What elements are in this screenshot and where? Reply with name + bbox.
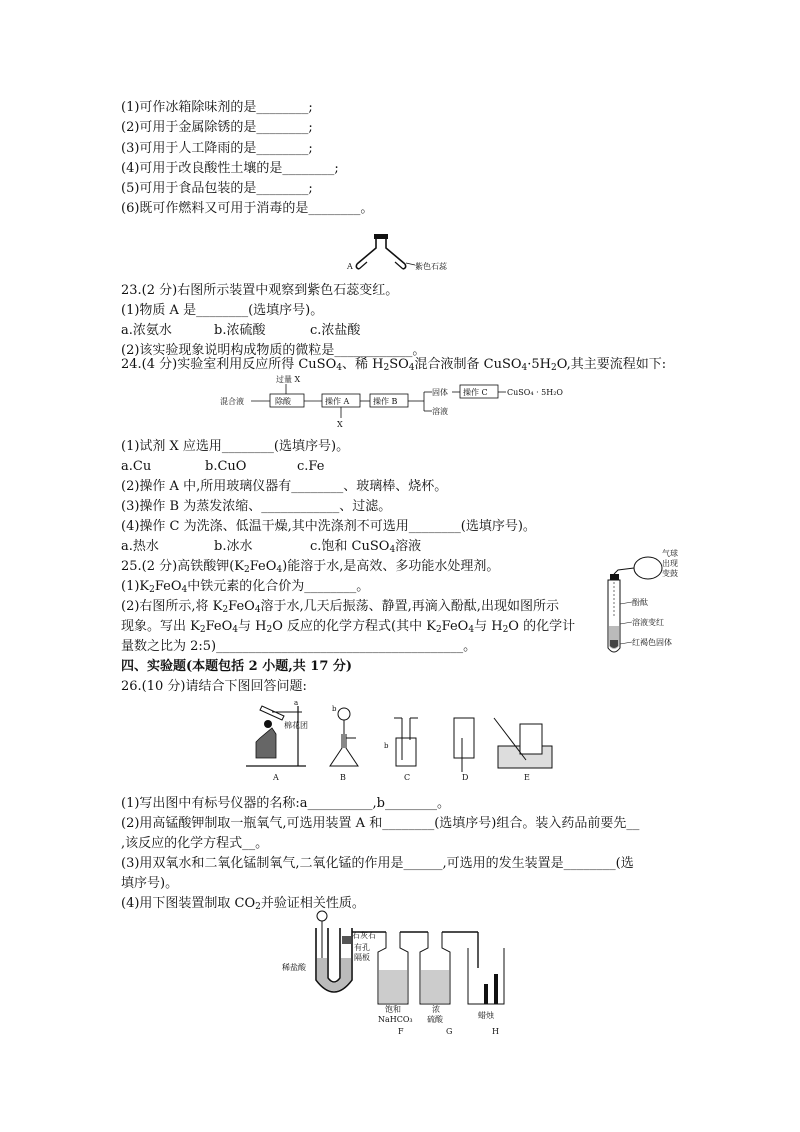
q23-option-c: c.浓盐酸 — [310, 323, 361, 338]
q24-part-4: (4)操作 C 为洗涤、低温干燥,其中洗涤剂不可选用________(选填序号)。 — [121, 519, 536, 534]
q23-option-a: a.浓氨水 — [121, 323, 172, 338]
q24-opt1-b: b.CuO — [205, 459, 247, 474]
q22-line-4: (4)可用于改良酸性土壤的是________; — [121, 161, 339, 176]
co2-fig-nahco3: NaHCO₃ — [378, 1015, 413, 1024]
q23-fig-label-litmus: 紫色石蕊 — [415, 262, 447, 271]
q23-part-1: (1)物质 A 是________(选填序号)。 — [121, 303, 324, 318]
q26-part-2-line-1: (2)用高锰酸钾制取一瓶氧气,可选用装置 A 和________(选填序号)组合。装入药品前要先__ — [121, 816, 640, 831]
q23-stem: 23.(2 分)右图所示装置中观察到紫色石蕊变红。 — [121, 283, 399, 298]
q24-part-3: (3)操作 B 为蒸发浓缩、____________、过滤。 — [121, 499, 392, 514]
q26-part-2-line-2: ,该反应的化学方程式__。 — [121, 836, 269, 851]
flow-solid: 固体 — [432, 388, 448, 397]
q24-opt4-c: c.饱和 CuSO$_4$溶液 — [310, 539, 422, 555]
q25-fig-phenolphthalein: 酚酞 — [632, 598, 648, 607]
q22-line-3: (3)可用于人工降雨的是________; — [121, 141, 313, 156]
q26-part-1: (1)写出图中有标号仪器的名称:a__________,b________。 — [121, 796, 450, 811]
q24-flow-chart — [220, 372, 600, 430]
q26-apparatus-figure — [242, 698, 562, 782]
q25-part-2-line-3: 量数之比为 2:5)______________________________________。 — [121, 639, 477, 654]
q24-opt4-a: a.热水 — [121, 539, 159, 554]
q24-part-1: (1)试剂 X 应选用________(选填序号)。 — [121, 439, 350, 454]
co2-fig-sulfuric: 硫酸 — [427, 1015, 443, 1024]
co2-fig-candle: 蜡烛 — [478, 1011, 494, 1020]
q24-stem: 24.(4 分)实验室利用反应所得 CuSO$_4$、稀 $H_2SO_4$混合液制备 $CuSO_4\cdot 5H_2O$,其主要流程如下: — [121, 357, 667, 373]
q24-opt4-b: b.冰水 — [214, 539, 253, 554]
co2-label-f: F — [398, 1027, 404, 1036]
flow-x: X — [337, 420, 343, 429]
co2-fig-conc: 浓 — [432, 1005, 440, 1014]
q26-part-3-line-2: 填序号)。 — [121, 876, 179, 891]
q22-line-6: (6)既可作燃料又可用于消毒的是________。 — [121, 201, 374, 216]
q26-fig-mark-a: a — [294, 699, 299, 707]
q26-fig-mark-b: b — [332, 705, 337, 713]
q24-opt1-a: a.Cu — [121, 459, 152, 474]
q26-label-a: A — [273, 773, 279, 782]
flow-mixture: 混合液 — [220, 397, 244, 406]
q25-part-2-line-1: (2)右图所示,将 $K_2FeO_4$溶于水,几天后振荡、静置,再滴入酚酞,出现如图所示 — [121, 599, 559, 615]
q25-fig-balloon-3: 变鼓 — [662, 569, 678, 578]
q26-fig-mark-b-2: b — [384, 742, 389, 750]
flow-excess-x: 过量 X — [276, 375, 301, 384]
q26-fig-cotton: 棉花团 — [284, 721, 308, 730]
q22-line-1: (1)可作冰箱除味剂的是________; — [121, 100, 313, 115]
q25-fig-balloon-2: 出现 — [662, 559, 678, 568]
q25-fig-solid: 红褐色固体 — [632, 638, 672, 647]
q23-fig-label-a: A — [347, 262, 353, 271]
q23-y-tube-figure — [345, 232, 455, 278]
q24-part-2: (2)操作 A 中,所用玻璃仪器有________、玻璃棒、烧杯。 — [121, 479, 448, 494]
q26-label-c: C — [404, 773, 411, 782]
q26-co2-apparatus-figure — [282, 908, 522, 1036]
q26-label-e: E — [524, 773, 530, 782]
q25-test-tube-figure — [598, 548, 690, 658]
flow-remove-acid: 除酸 — [275, 397, 291, 406]
q26-stem: 26.(10 分)请结合下图回答问题: — [121, 679, 307, 694]
q25-fig-balloon-1: 气球 — [662, 549, 678, 558]
q23-part-2: (2)该实验现象说明构成物质的微粒是____________。 — [121, 343, 426, 358]
q25-part-1: $(1)K_2FeO_4$中铁元素的化合价为________。 — [121, 579, 370, 595]
co2-fig-plate-1: 有孔 — [354, 943, 370, 952]
q26-label-d: D — [462, 773, 469, 782]
flow-solution: 溶液 — [432, 407, 448, 416]
section-4-heading: 四、实验题(本题包括 2 小题,共 17 分) — [121, 659, 353, 674]
flow-operation-a: 操作 A — [325, 397, 350, 406]
q26-label-b: B — [340, 773, 346, 782]
q26-part-4: (4)用下图装置制取 $CO_2$并验证相关性质。 — [121, 896, 365, 912]
co2-fig-limestone: 石灰石 — [352, 931, 376, 940]
co2-fig-dilute-hcl: 稀盐酸 — [282, 963, 306, 972]
flow-operation-b: 操作 B — [373, 397, 398, 406]
q25-stem: 25.(2 分)高铁酸钾$(K_2FeO_4)$能溶于水,是高效、多功能水处理剂。 — [121, 559, 500, 575]
q25-part-2-line-2: 现象。写出 $K_2FeO_4$与 $H_2O$ 反应的化学方程式(其中 $K_2FeO_4$与 $H_2O$ 的化学计 — [121, 619, 576, 635]
co2-label-h: H — [492, 1027, 499, 1036]
q24-opt1-c: c.Fe — [297, 459, 325, 474]
q22-line-5: (5)可用于食品包装的是________; — [121, 181, 313, 196]
q23-option-b: b.浓硫酸 — [214, 323, 266, 338]
flow-product: CuSO₄ · 5H₂O — [507, 388, 563, 397]
q25-fig-red-solution: 溶液变红 — [632, 618, 664, 627]
co2-fig-saturated: 饱和 — [385, 1005, 401, 1014]
q26-part-3-line-1: (3)用双氧水和二氧化锰制氧气,二氧化锰的作用是______,可选用的发生装置是________(选 — [121, 856, 634, 871]
co2-fig-plate-2: 隔板 — [354, 953, 370, 962]
flow-operation-c: 操作 C — [463, 388, 488, 397]
co2-label-g: G — [446, 1027, 453, 1036]
q22-line-2: (2)可用于金属除锈的是________; — [121, 120, 313, 135]
